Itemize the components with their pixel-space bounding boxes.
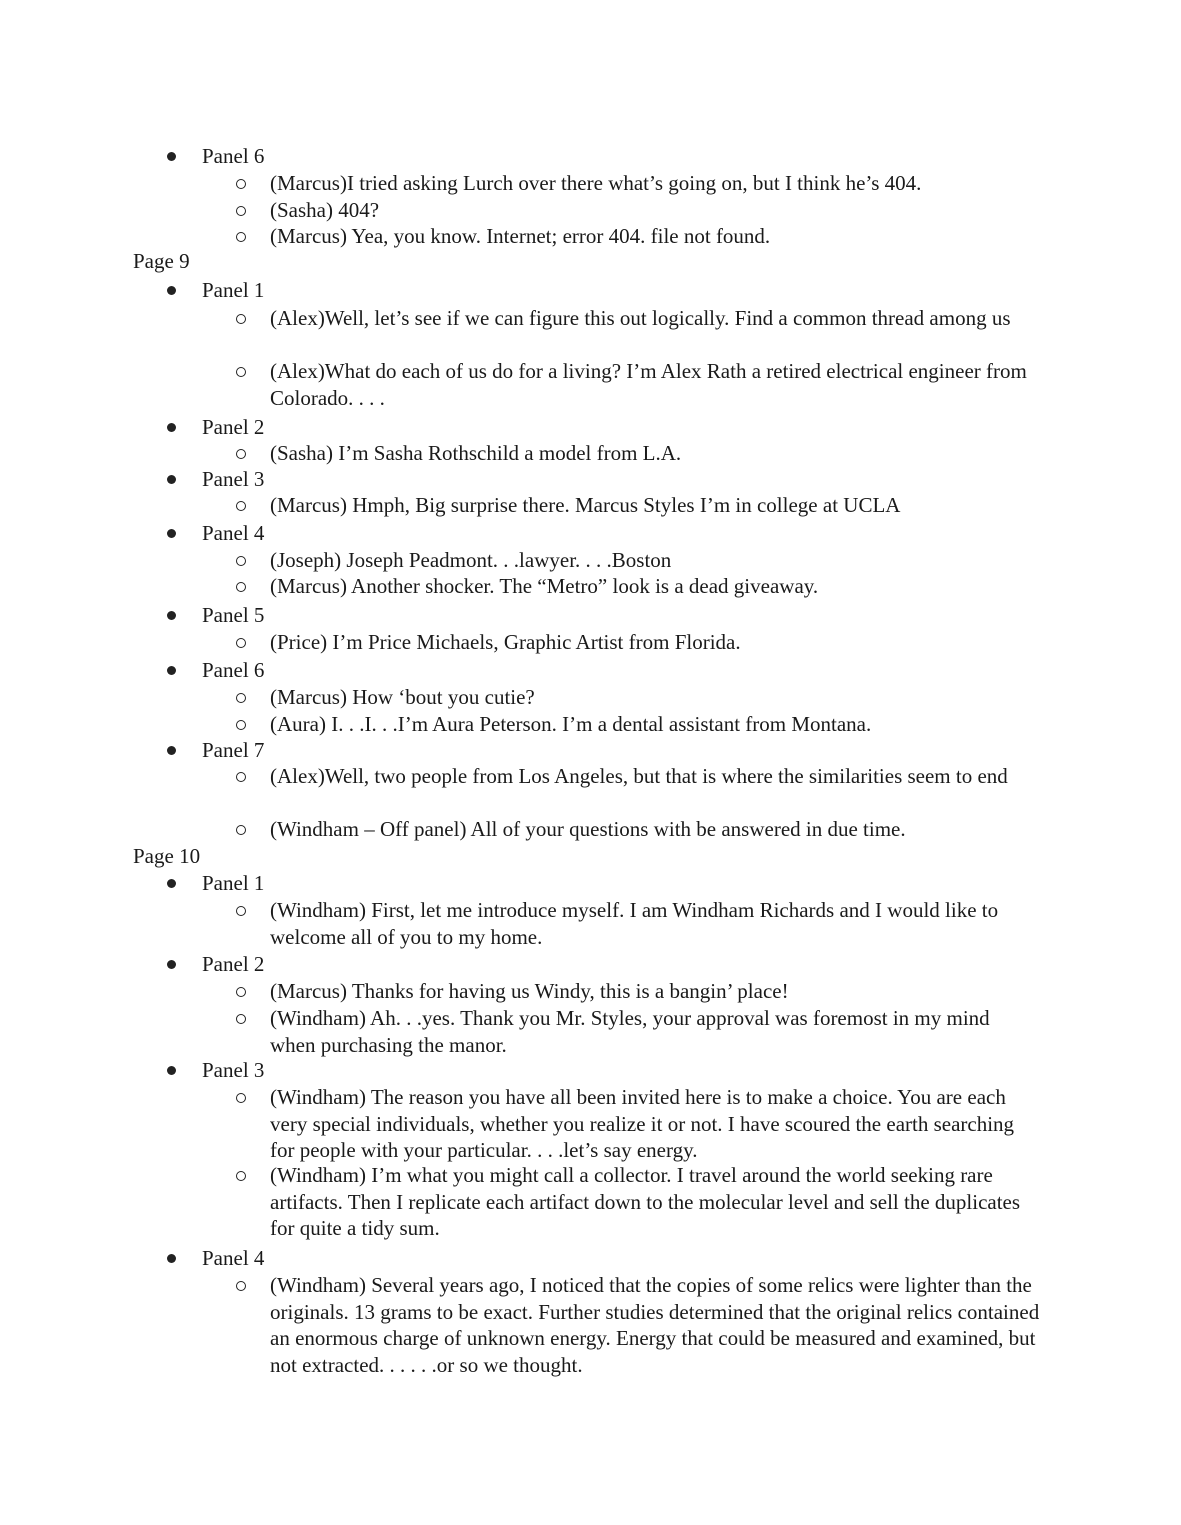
panel-label: Panel 7 (202, 738, 265, 762)
panel-label: Panel 6 (202, 144, 265, 168)
panel-label: Panel 3 (202, 1058, 265, 1082)
dialogue-text: (Sasha) 404? (270, 198, 380, 222)
panel-label: Panel 4 (202, 521, 265, 545)
panel-label: Panel 2 (202, 952, 265, 976)
panel-label: Panel 1 (202, 871, 265, 895)
dialogue-text: (Marcus) How ‘bout you cutie? (270, 685, 535, 709)
hollow-bullet-icon (236, 1171, 246, 1181)
panel-label: Panel 1 (202, 278, 265, 302)
bullet-icon (167, 1066, 176, 1075)
hollow-bullet-icon (236, 720, 246, 730)
dialogue-text: (Marcus) Another shocker. The “Metro” look is a dead giveaway. (270, 574, 819, 598)
dialogue-text: (Price) I’m Price Michaels, Graphic Artist from Florida. (270, 630, 741, 654)
hollow-bullet-icon (236, 449, 246, 459)
dialogue-text: (Windham) I’m what you might call a collector. I travel around the world seeking rare artifacts. Then I replicate each artifact down to the molecular level and sell the duplicates for quite a tidy sum. (270, 1163, 1021, 1240)
bullet-icon (167, 960, 176, 969)
hollow-bullet-icon (236, 582, 246, 592)
hollow-bullet-icon (236, 772, 246, 782)
dialogue-text: (Alex)What do each of us do for a living? I’m Alex Rath a retired electrical engineer from Colorado. . . . (270, 359, 1027, 410)
dialogue-text: (Windham) First, let me introduce myself. I am Windham Richards and I would like to welcome all of you to my home. (270, 898, 999, 949)
panel-label: Panel 5 (202, 603, 265, 627)
dialogue-text: (Alex)Well, two people from Los Angeles, but that is where the similarities seem to end (270, 764, 1008, 788)
hollow-bullet-icon (236, 367, 246, 377)
hollow-bullet-icon (236, 987, 246, 997)
hollow-bullet-icon (236, 906, 246, 916)
bullet-icon (167, 475, 176, 484)
bullet-icon (167, 529, 176, 538)
dialogue-text: (Windham) The reason you have all been invited here is to make a choice. You are each very special individuals, whether you realize it or not. I have scoured the earth searching for people with your particular. . . .let’s say energy. (270, 1085, 1015, 1162)
panel-label: Panel 6 (202, 658, 265, 682)
panel-label: Panel 4 (202, 1246, 265, 1270)
page-heading: Page 10 (133, 844, 201, 868)
hollow-bullet-icon (236, 638, 246, 648)
bullet-icon (167, 879, 176, 888)
hollow-bullet-icon (236, 1093, 246, 1103)
hollow-bullet-icon (236, 693, 246, 703)
hollow-bullet-icon (236, 206, 246, 216)
bullet-icon (167, 666, 176, 675)
hollow-bullet-icon (236, 825, 246, 835)
dialogue-text: (Marcus) Hmph, Big surprise there. Marcus Styles I’m in college at UCLA (270, 493, 901, 517)
dialogue-text: (Sasha) I’m Sasha Rothschild a model from L.A. (270, 441, 682, 465)
page-heading: Page 9 (133, 249, 190, 273)
dialogue-text: (Windham – Off panel) All of your questions with be answered in due time. (270, 817, 906, 841)
panel-label: Panel 3 (202, 467, 265, 491)
hollow-bullet-icon (236, 179, 246, 189)
hollow-bullet-icon (236, 556, 246, 566)
hollow-bullet-icon (236, 314, 246, 324)
dialogue-text: (Windham) Several years ago, I noticed that the copies of some relics were lighter than the originals. 13 grams to be exact. Further studies determined that the original relics contained an enormous charge of unknown energy. Energy that could be measured and examined, but not extracted. . . . . .or so we thought. (270, 1273, 1040, 1377)
dialogue-text: (Aura) I. . .I. . .I’m Aura Peterson. I’m a dental assistant from Montana. (270, 712, 872, 736)
bullet-icon (167, 611, 176, 620)
bullet-icon (167, 152, 176, 161)
hollow-bullet-icon (236, 232, 246, 242)
dialogue-text: (Marcus)I tried asking Lurch over there what’s going on, but I think he’s 404. (270, 171, 922, 195)
bullet-icon (167, 1254, 176, 1263)
dialogue-text: (Marcus) Thanks for having us Windy, this is a bangin’ place! (270, 979, 789, 1003)
dialogue-text: (Windham) Ah. . .yes. Thank you Mr. Styles, your approval was foremost in my mind when purchasing the manor. (270, 1006, 990, 1057)
bullet-icon (167, 423, 176, 432)
hollow-bullet-icon (236, 1014, 246, 1024)
dialogue-text: (Alex)Well, let’s see if we can figure this out logically. Find a common thread among us (270, 306, 1011, 330)
dialogue-text: (Joseph) Joseph Peadmont. . .lawyer. . . .Boston (270, 548, 672, 572)
hollow-bullet-icon (236, 501, 246, 511)
hollow-bullet-icon (236, 1281, 246, 1291)
panel-label: Panel 2 (202, 415, 265, 439)
dialogue-text: (Marcus) Yea, you know. Internet; error 404. file not found. (270, 224, 771, 248)
bullet-icon (167, 746, 176, 755)
bullet-icon (167, 286, 176, 295)
